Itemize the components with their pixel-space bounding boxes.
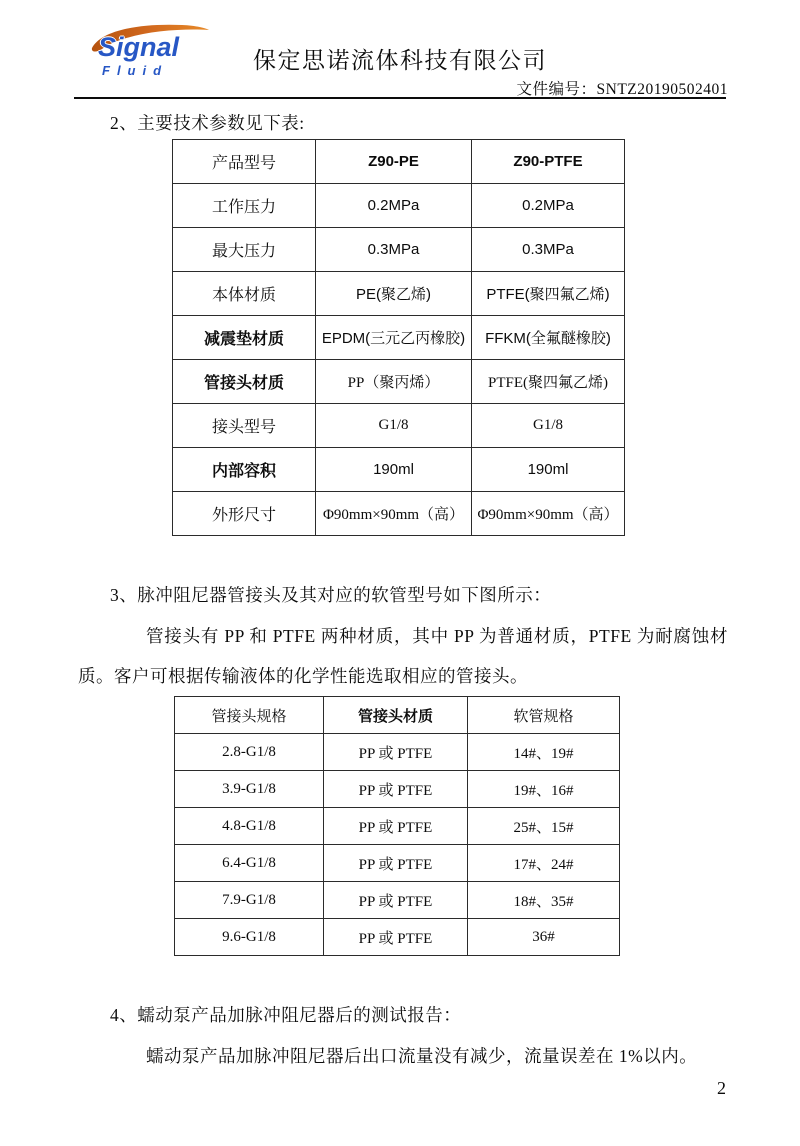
material-cell: PP 或 PTFE — [324, 808, 468, 845]
table-row — [173, 360, 625, 404]
param-label: 最大压力 — [173, 228, 316, 272]
spec-cell: 2.8-G1/8 — [175, 734, 324, 771]
table-row — [173, 448, 625, 492]
document-number-value: SNTZ20190502401 — [596, 81, 728, 98]
param-value: 0.2MPa — [316, 184, 472, 228]
technical-parameters-table — [172, 139, 625, 536]
table-row — [175, 882, 620, 919]
table-row — [175, 734, 620, 771]
material-cell: PP 或 PTFE — [324, 845, 468, 882]
column-header-hose: 软管规格 — [468, 697, 620, 734]
material-cell: PP 或 PTFE — [324, 734, 468, 771]
param-value: Φ90mm×90mm（高） — [316, 492, 472, 536]
param-value: 0.2MPa — [472, 184, 625, 228]
param-label: 内部容积 — [173, 448, 316, 492]
table-row — [173, 228, 625, 272]
header-divider — [74, 97, 726, 99]
section4-heading: 4、蠕动泵产品加脉冲阻尼器后的测试报告： — [110, 1005, 462, 1025]
logo-text-fluid: Fluid — [102, 63, 169, 78]
section2-heading: 2、主要技术参数见下表: — [110, 113, 305, 133]
param-label: 管接头材质 — [173, 360, 316, 404]
table-row — [175, 808, 620, 845]
table-row — [173, 140, 625, 184]
section3-heading: 3、脉冲阻尼器管接头及其对应的软管型号如下图所示： — [110, 585, 552, 605]
param-value: PP（聚丙烯） — [316, 360, 472, 404]
table-header-row — [175, 697, 620, 734]
param-label: 外形尺寸 — [173, 492, 316, 536]
hose-cell: 19#、16# — [468, 771, 620, 808]
table-row — [175, 919, 620, 956]
param-value: FFKM(全氟醚橡胶) — [472, 316, 625, 360]
document-number-label: 文件编号： — [516, 81, 597, 98]
param-value: Φ90mm×90mm（高） — [472, 492, 625, 536]
section3-paragraph: 管接头有 PP 和 PTFE 两种材质，其中 PP 为普通材质，PTFE 为耐腐蚀材质。客户可根据传输液体的化学性能选取相应的管接头。 — [78, 626, 728, 686]
hose-cell: 18#、35# — [468, 882, 620, 919]
param-label: 本体材质 — [173, 272, 316, 316]
param-value: PTFE(聚四氟乙烯) — [472, 272, 625, 316]
spec-cell: 7.9-G1/8 — [175, 882, 324, 919]
spec-cell: 9.6-G1/8 — [175, 919, 324, 956]
page-number: 2 — [717, 1078, 726, 1098]
table-row — [173, 404, 625, 448]
param-label: 工作压力 — [173, 184, 316, 228]
company-name: 保定思诺流体科技有限公司 — [253, 48, 547, 73]
param-value: 0.3MPa — [316, 228, 472, 272]
table-row — [175, 845, 620, 882]
param-value: PTFE(聚四氟乙烯) — [472, 360, 625, 404]
hose-cell: 17#、24# — [468, 845, 620, 882]
param-value: 0.3MPa — [472, 228, 625, 272]
spec-cell: 3.9-G1/8 — [175, 771, 324, 808]
param-value: EPDM(三元乙丙橡胶) — [316, 316, 472, 360]
column-header-spec: 管接头规格 — [175, 697, 324, 734]
table-row — [173, 492, 625, 536]
param-label: 减震垫材质 — [173, 316, 316, 360]
material-cell: PP 或 PTFE — [324, 882, 468, 919]
connector-hose-table — [174, 696, 620, 956]
spec-cell: 6.4-G1/8 — [175, 845, 324, 882]
material-cell: PP 或 PTFE — [324, 919, 468, 956]
hose-cell: 25#、15# — [468, 808, 620, 845]
param-value: 190ml — [316, 448, 472, 492]
table-row — [173, 316, 625, 360]
param-value: 190ml — [472, 448, 625, 492]
param-value: G1/8 — [472, 404, 625, 448]
param-label: 接头型号 — [173, 404, 316, 448]
document-number — [516, 77, 728, 99]
table-row — [173, 184, 625, 228]
param-value: Z90-PTFE — [472, 140, 625, 184]
hose-cell: 36# — [468, 919, 620, 956]
hose-cell: 14#、19# — [468, 734, 620, 771]
param-value: Z90-PE — [316, 140, 472, 184]
param-value: PE(聚乙烯) — [316, 272, 472, 316]
section4-paragraph: 蠕动泵产品加脉冲阻尼器后出口流量没有减少，流量误差在 1%以内。 — [146, 1046, 698, 1066]
param-label: 产品型号 — [173, 140, 316, 184]
table-row — [175, 771, 620, 808]
param-value: G1/8 — [316, 404, 472, 448]
logo-text-signal: Signal — [98, 32, 180, 62]
table-row — [173, 272, 625, 316]
spec-cell: 4.8-G1/8 — [175, 808, 324, 845]
column-header-material: 管接头材质 — [324, 697, 468, 734]
material-cell: PP 或 PTFE — [324, 771, 468, 808]
